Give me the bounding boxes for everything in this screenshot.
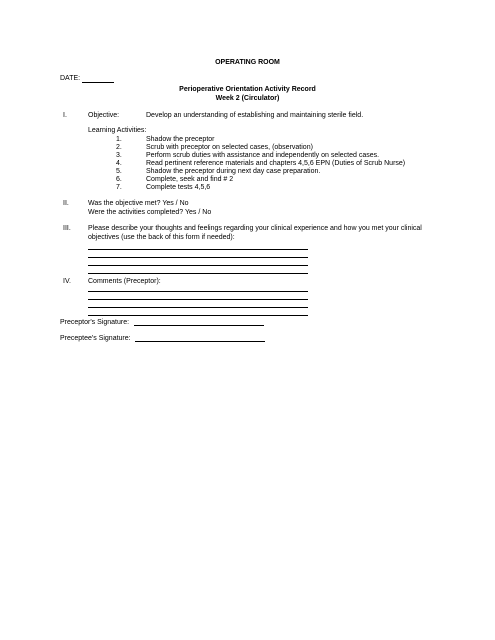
date-field-line[interactable] <box>82 82 114 83</box>
comments-answer-line[interactable] <box>88 315 308 316</box>
learning-activities-heading: Learning Activities: <box>88 127 147 134</box>
section-numeral-3: III. <box>63 225 71 232</box>
date-label: DATE: <box>60 75 81 82</box>
page-title: OPERATING ROOM <box>215 59 280 66</box>
activity-text: Shadow the preceptor during next day case preparation. <box>146 168 321 175</box>
comments-answer-line[interactable] <box>88 307 308 308</box>
objective-text: Develop an understanding of establishing and maintaining sterile field. <box>146 112 364 119</box>
section-numeral-4: IV. <box>63 278 71 285</box>
preceptee-signature-label: Preceptee's Signature: <box>60 335 131 342</box>
activity-text: Shadow the preceptor <box>146 136 215 143</box>
activity-number: 4. <box>116 160 122 167</box>
week-subtitle: Week 2 (Circulator) <box>215 95 280 102</box>
activity-text: Read pertinent reference materials and chapters 4,5,6 EPN (Duties of Scrub Nurse) <box>146 160 406 167</box>
section-numeral-1: I. <box>63 112 67 119</box>
objective-met-question: Was the objective met? Yes / No <box>88 200 189 207</box>
reflection-answer-line[interactable] <box>88 265 308 266</box>
activity-number: 3. <box>116 152 122 159</box>
activity-number: 2. <box>116 144 122 151</box>
activity-text: Scrub with preceptor on selected cases, (observation) <box>146 144 313 151</box>
section-numeral-2: II. <box>63 200 69 207</box>
activity-number: 1. <box>116 136 122 143</box>
reflection-prompt-line1: Please describe your thoughts and feelings regarding your clinical experience and how you met your clinical <box>88 225 422 232</box>
record-title: Perioperative Orientation Activity Record <box>179 86 316 93</box>
activity-text: Complete, seek and find # 2 <box>146 176 234 183</box>
preceptor-signature-line[interactable] <box>134 325 264 326</box>
preceptor-signature-label: Preceptor's Signature: <box>60 319 130 326</box>
activity-number: 7. <box>116 184 122 191</box>
preceptor-comments-label: Comments (Preceptor): <box>88 278 161 285</box>
objective-label: Objective: <box>88 112 120 119</box>
preceptee-signature-line[interactable] <box>135 341 265 342</box>
activity-number: 6. <box>116 176 122 183</box>
reflection-answer-line[interactable] <box>88 273 308 274</box>
reflection-prompt-line2: objectives (use the back of this form if needed): <box>88 234 235 241</box>
comments-answer-line[interactable] <box>88 291 308 292</box>
activity-number: 5. <box>116 168 122 175</box>
activity-text: Complete tests 4,5,6 <box>146 184 211 191</box>
activities-completed-question: Were the activities completed? Yes / No <box>88 209 212 216</box>
reflection-answer-line[interactable] <box>88 257 308 258</box>
comments-answer-line[interactable] <box>88 299 308 300</box>
activity-text: Perform scrub duties with assistance and independently on selected cases. <box>146 152 380 159</box>
reflection-answer-line[interactable] <box>88 249 308 250</box>
